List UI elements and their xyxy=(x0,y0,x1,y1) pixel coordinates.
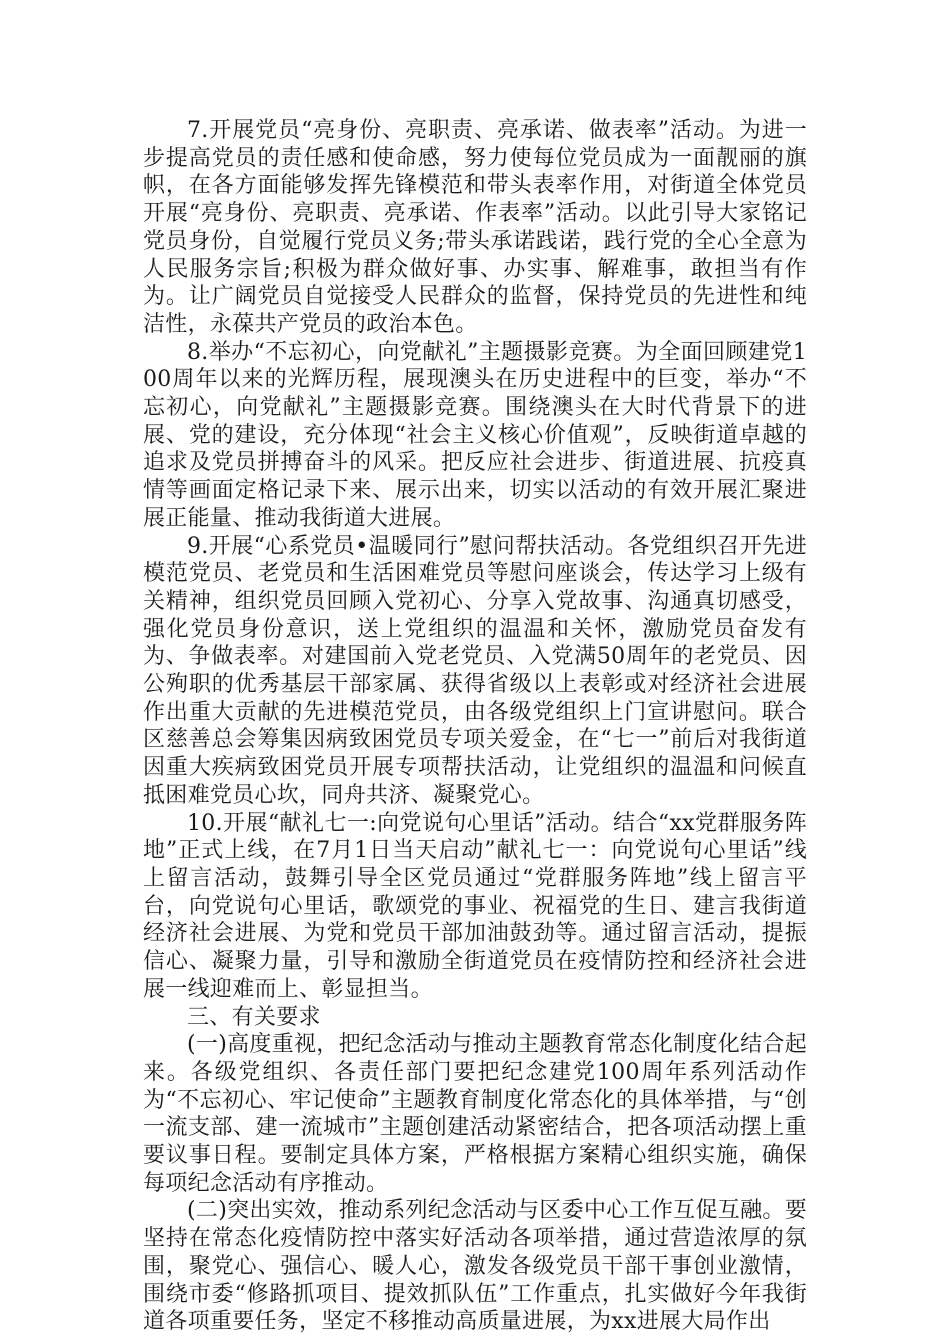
document-body xyxy=(143,117,807,1336)
section-heading-requirements: 三、有关要求 xyxy=(187,1004,321,1030)
paragraph-item-9: 9.开展“心系党员•温暖同行”慰问帮扶活动。各党组织召开先进模范党员、老党员和生活困难党员等慰问座谈会，传达学习上级有关精神，组织党员回顾入党初心、分享入党故事、沟通真切感受，强化党员身份意识，送上党组织的温温和关怀，激励党员奋发有为、争做表率。对建国前入党老党员、入党满50周年的老党员、因公殉职的优秀基层干部家属、获得省级以上表彰或对经济社会进展作出重大贡献的先进模范党员，由各级党组织上门宣讲慰问。联合区慈善总会筹集因病致困党员专项关爱金，在“七一”前后对我街道因重大疾病致困党员开展专项帮扶活动，让党组织的温温和问候直抵困难党员心坎，同舟共济、凝聚党心。 xyxy=(143,533,807,808)
paragraph-requirement-2: (二)突出实效，推动系列纪念活动与区委中心工作互促互融。要坚持在常态化疫情防控中落实好活动各项举措，通过营造浓厚的氛围，聚党心、强信心、暖人心，激发各级党员干部干事创业激情，围绕市委“修路抓项目、提效抓队伍”工作重点，扎实做好今年我街道各项重要任务，坚定不移推动高质量进展，为xx进展大局作出 xyxy=(143,1198,807,1335)
paragraph-item-8: 8.举办“不忘初心，向党献礼”主题摄影竞赛。为全面回顾建党100周年以来的光辉历程，展现澳头在历史进程中的巨变，举办“不忘初心，向党献礼”主题摄影竞赛。围绕澳头在大时代背景下的进展、党的建设，充分体现“社会主义核心价值观”，反映街道卓越的追求及党员拼搏奋斗的风采。把反应社会进步、街道进展、抗疫真情等画面定格记录下来、展示出来，切实以活动的有效开展汇聚进展正能量、推动我街道大进展。 xyxy=(143,339,807,531)
paragraph-item-7: 7.开展党员“亮身份、亮职责、亮承诺、做表率”活动。为进一步提高党员的责任感和使命感，努力使每位党员成为一面靓丽的旗帜，在各方面能够发挥先锋模范和带头表率作用，对街道全体党员开展“亮身份、亮职责、亮承诺、作表率”活动。以此引导大家铭记党员身份，自觉履行党员义务;带头承诺践诺，践行党的全心全意为人民服务宗旨;积极为群众做好事、办实事、解难事，敢担当有作为。让广阔党员自觉接受人民群众的监督，保持党员的先进性和纯洁性，永葆共产党员的政治本色。 xyxy=(143,118,807,337)
paragraph-item-10: 10.开展“献礼七一:向党说句心里话”活动。结合“xx党群服务阵地”正式上线，在7月1日当天启动”献礼七一：向党说句心里话”线上留言活动，鼓舞引导全区党员通过“党群服务阵地”线上留言平台，向党说句心里话，歌颂党的事业、祝福党的生日、建言我街道经济社会进展、为党和党员干部加油鼓劲等。通过留言活动，提振信心、凝聚力量，引导和激励全街道党员在疫情防控和经济社会进展一线迎难而上、彰显担当。 xyxy=(143,810,807,1002)
paragraph-requirement-1: (一)高度重视，把纪念活动与推动主题教育常态化制度化结合起来。各级党组织、各责任部门要把纪念建党100周年系列活动作为“不忘初心、牢记使命”主题教育制度化常态化的具体举措，与“创一流支部、建一流城市”主题创建活动紧密结合，把各项活动摆上重要议事日程。要制定具体方案，严格根据方案精心组织实施，确保每项纪念活动有序推动。 xyxy=(143,1032,807,1196)
